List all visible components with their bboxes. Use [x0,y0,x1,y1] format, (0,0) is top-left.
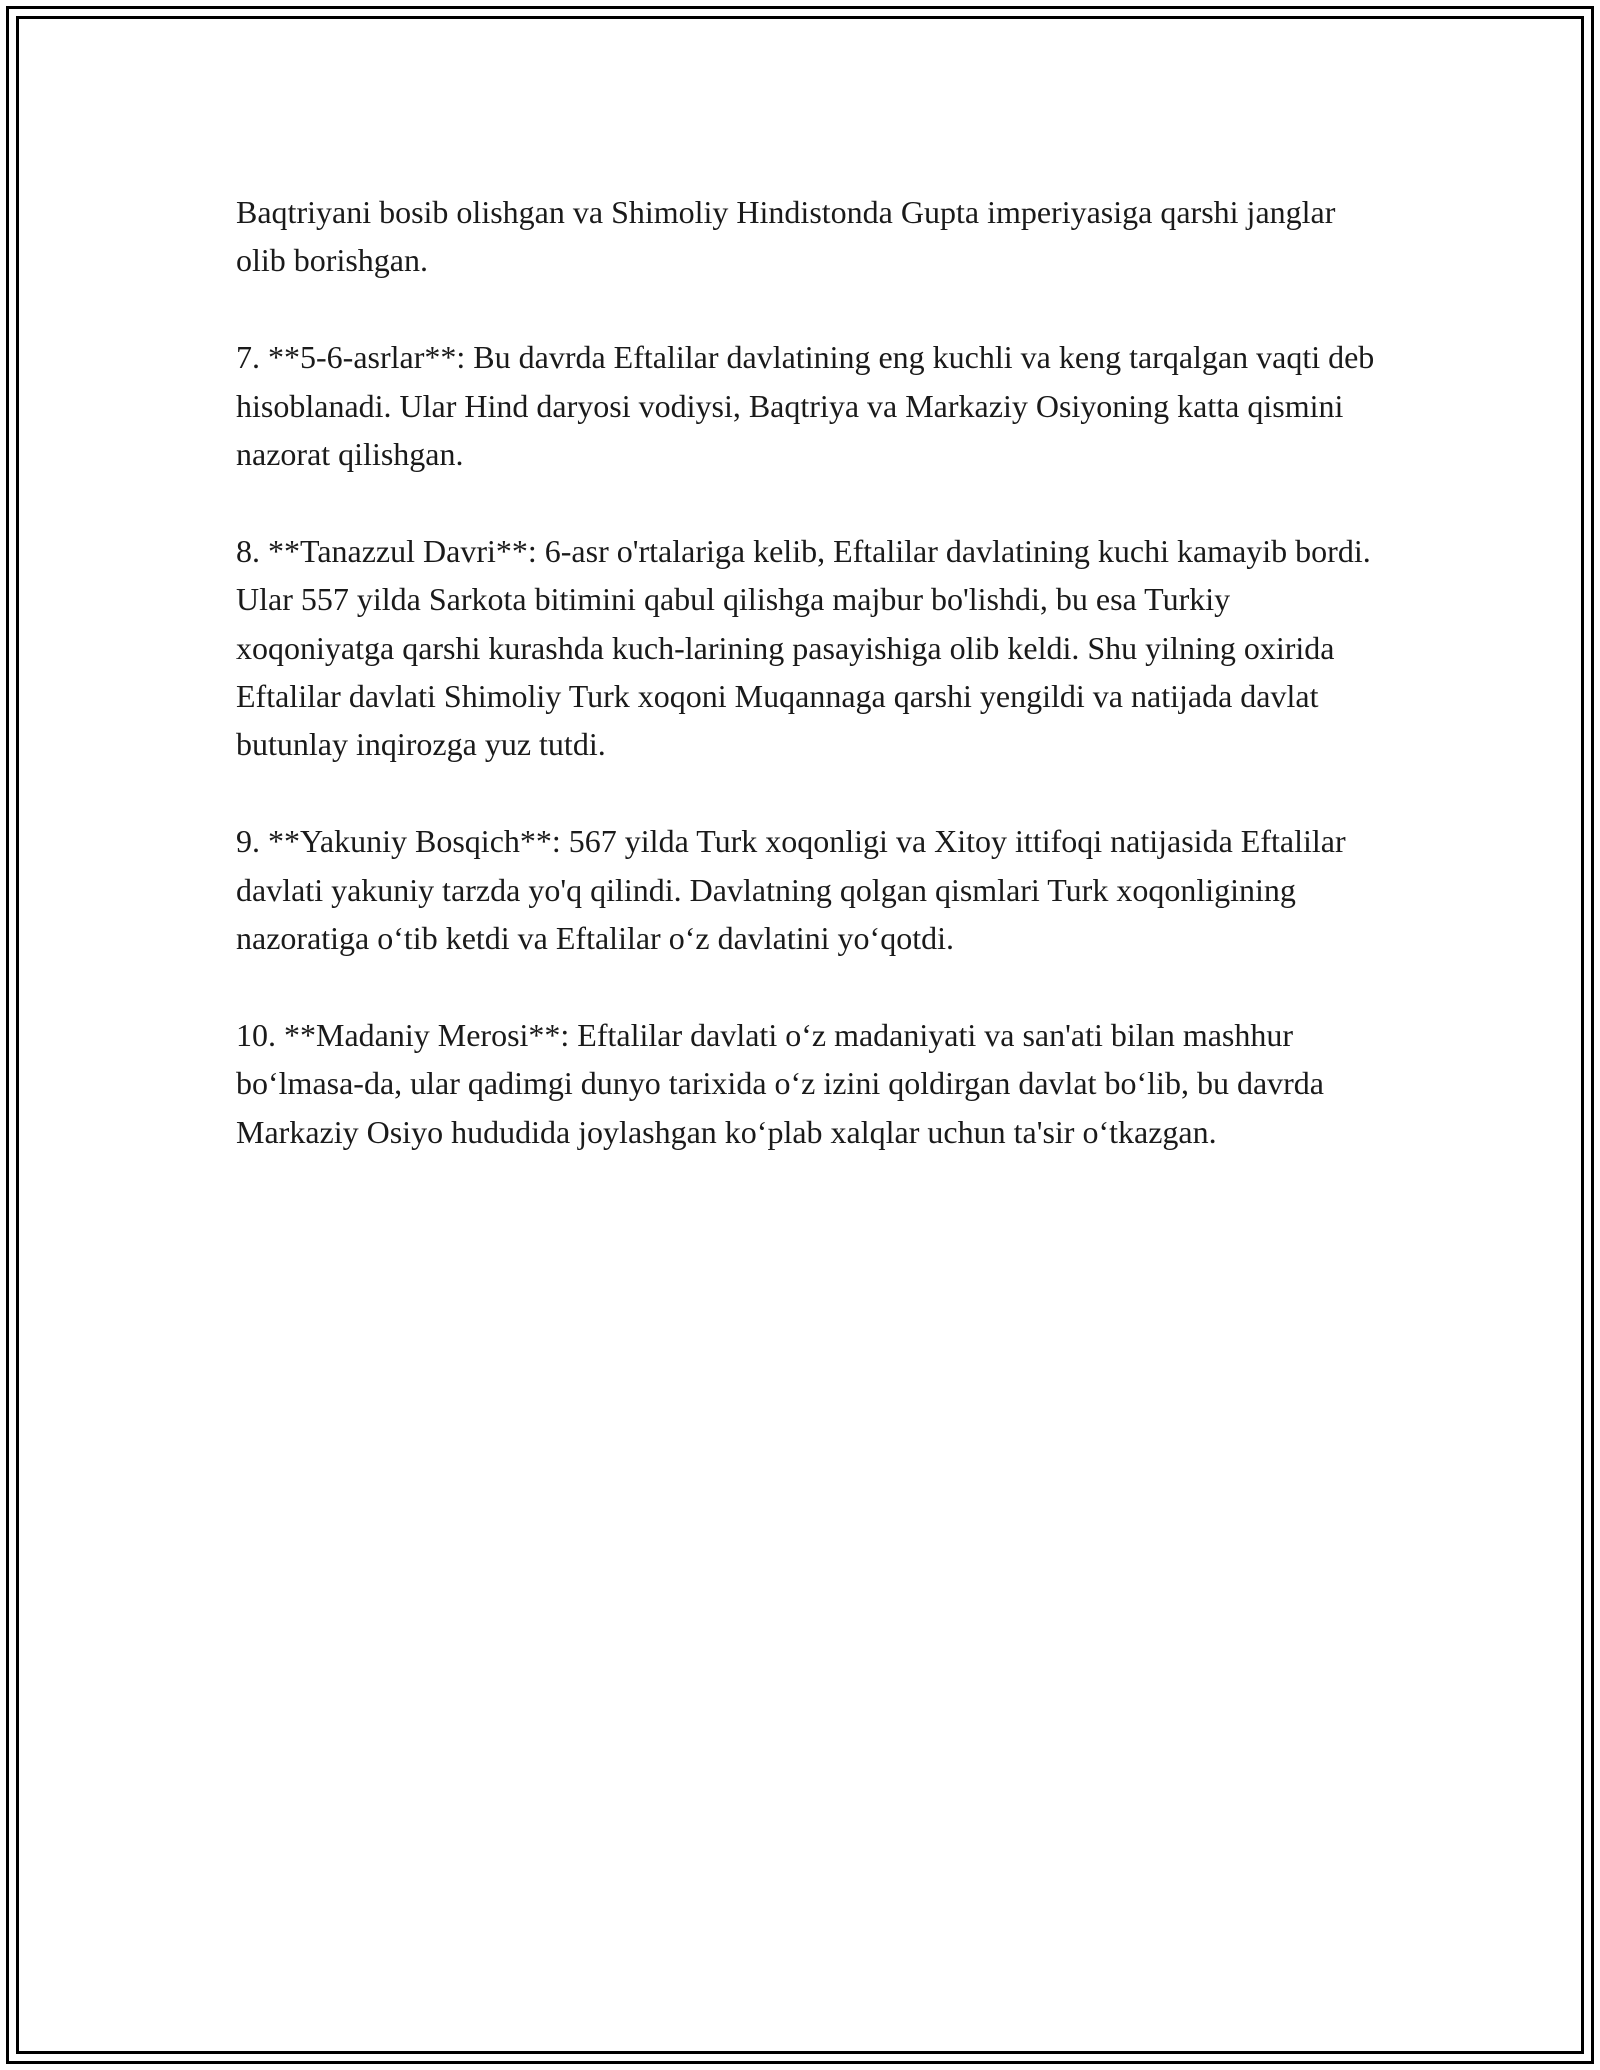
paragraph-item-7: 7. **5-6-asrlar**: Bu davrda Eftalilar davlatining eng kuchli va keng tarqalgan vaqti deb hisoblanadi. Ular Hind daryosi vodiysi, Baqtriya va Markaziy Osiyoning katta qismini nazorat qilishgan. [236,339,1375,473]
paragraph-continuation: Baqtriyani bosib olishgan va Shimoliy Hindistonda Gupta imperiyasiga qarshi janglar olib borishgan. [236,194,1336,279]
document-body [236,188,1386,1204]
paragraph-item-9: 9. **Yakuniy Bosqich**: 567 yilda Turk xoqonligi va Xitoy ittifoqi natijasida Eftalilar davlati yakuniy tarzda yo'q qilindi. Davlatning qolgan qismlari Turk xoqonligining nazoratiga o‘tib ketdi va Eftalilar o‘z davlatini yo‘qotdi. [236,823,1346,957]
paragraph-item-8: 8. **Tanazzul Davri**: 6-asr o'rtalariga kelib, Eftalilar davlatining kuchi kamayib bordi. Ular 557 yilda Sarkota bitimini qabul qilishga majbur bo'lishdi, bu esa Turkiy xoqoniyatga qarshi kurashda kuch-larining pasayishiga olib keldi. Shu yilning oxirida Eftalilar davlati Shimoliy Turk xoqoni Muqannaga qarshi yengildi va natijada davlat butunlay inqirozga yuz tutdi. [236,532,1371,763]
paragraph-item-10: 10. **Madaniy Merosi**: Eftalilar davlati o‘z madaniyati va san'ati bilan mashhur bo‘lmasa-da, ular qadimgi dunyo tarixida o‘z izini qoldirgan davlat bo‘lib, bu davrda Markaziy Osiyo hududida joylashgan ko‘plab xalqlar uchun ta'sir o‘tkazgan. [236,1016,1324,1150]
